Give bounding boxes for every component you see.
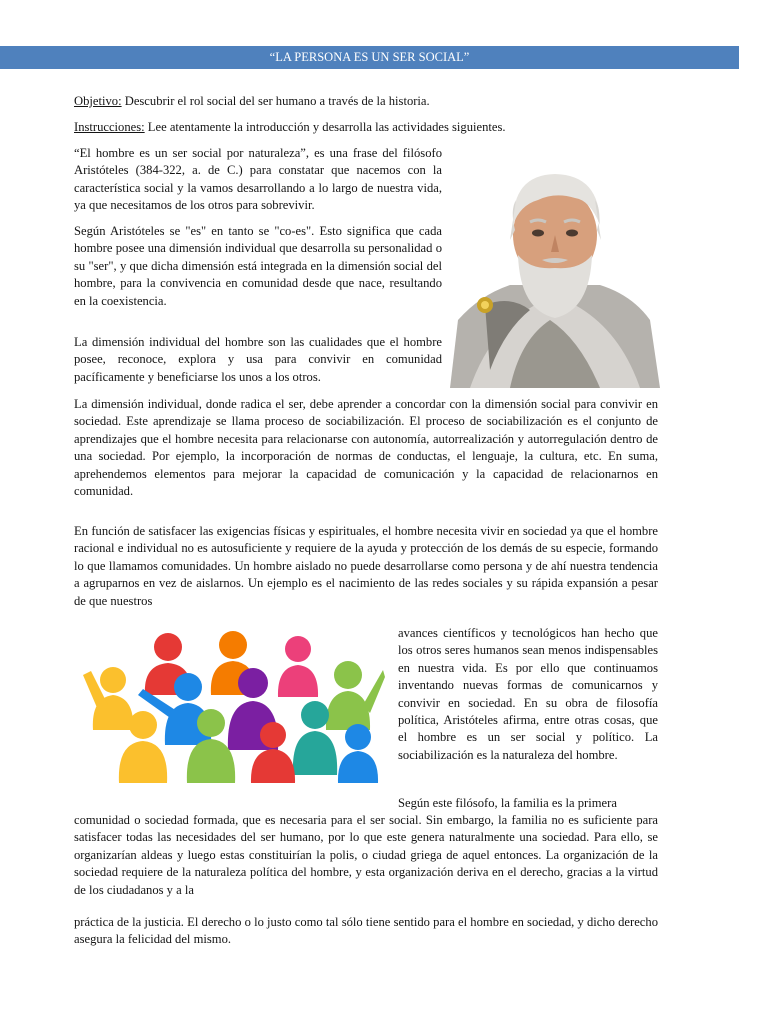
paragraph-6-start: Según este filósofo, la familia es la primera	[398, 796, 617, 810]
paragraph-5-continued: avances científicos y tecnológicos han hecho que los otros seres humanos sean menos indispensables en nuestra vida. Es por ello que continuamos inventando nuevas formas de comunicarnos y convivir en sociedad. En su obra de filosofía política, Aristóteles afirma, entre otras cosas, que el hombre es un ser social y político. La sociabilización es la naturaleza del hombre.	[398, 626, 658, 762]
paragraph-3: La dimensión individual del hombre son las cualidades que el hombre posee, reconoce, explora y usa para convivir en comunidad pacíficamente y beneficiarse los unos a los otros.	[74, 335, 442, 384]
objective-text: Descubrir el rol social del ser humano a través de la historia.	[121, 94, 430, 108]
social-people-illustration	[83, 625, 385, 785]
title-banner: “LA PERSONA ES UN SER SOCIAL”	[0, 46, 739, 69]
paragraph-6: comunidad o sociedad formada, que es necesaria para el ser social. Sin embargo, la familia no es suficiente para satisfacer todas las necesidades del ser humano, por lo que este genera naturalmente una sociedad. Para ello, se organizarían aldeas y luego estas constituirían la polis, o ciudad griega de aquel entonces. La organización de la sociedad requiere de la naturaleza política del hombre, y esta organización deriva en el derecho, gracias a la virtud de los ciudadanos y a la	[74, 813, 658, 897]
instructions-text: Lee atentamente la introducción y desarrolla las actividades siguientes.	[144, 120, 506, 134]
paragraph-4: La dimensión individual, donde radica el ser, debe aprender a concordar con la dimensión social para convivir en sociedad. Este aprendizaje se llama proceso de sociabilización. El proceso de sociabilización es el conjunto de aprendizajes que el hombre necesita para relacionarse con autonomía, autorrealización y autorregulación dentro de una sociedad. Por ejemplo, la incorporación de normas de conductas, el lenguaje, la cultura, etc. En suma, aprehendemos elementos para mejorar la capacidad de comunicación y la capacidad de relacionarnos en comunidad.	[74, 397, 658, 499]
paragraph-7: práctica de la justicia. El derecho o lo justo como tal sólo tiene sentido para el hombre en sociedad, y dicho derecho asegura la felicidad del mismo.	[74, 915, 658, 947]
paragraph-5: En función de satisfacer las exigencias físicas y espirituales, el hombre necesita vivir en sociedad ya que el hombre racional e individual no es autosuficiente y requiere de la ayuda y protección de los demás de su especie, formando lo que llamamos comunidades. Un hombre aislado no puede desarrollarse como persona y de ahí nuestra tendencia a agruparnos en vez de aislarnos. Un ejemplo es el nacimiento de las redes sociales y su rápida expansión a pesar de que nuestros	[74, 524, 658, 608]
aristotle-portrait-image	[450, 170, 660, 388]
objective-line	[74, 93, 674, 110]
paragraph-2: Según Aristóteles se "es" en tanto se "co-es". Esto significa que cada hombre posee una dimensión individual que desarrolla su personalidad o su "ser", y que dicha dimensión está integrada en la dimensión social del hombre, para la convivencia en comunidad desde que nace, resultando en la coexistencia.	[74, 224, 442, 308]
paragraph-1: “El hombre es un ser social por naturaleza”, es una frase del filósofo Aristóteles (384-322, a. de C.) para constatar que nacemos con la característica social y la vamos desarrollando a lo largo de nuestra vida, ya que necesitamos de los otros para sobrevivir.	[74, 146, 442, 213]
instructions-label: Instrucciones:	[74, 120, 145, 134]
objective-label: Objetivo:	[74, 94, 122, 108]
instructions-line	[74, 119, 674, 136]
